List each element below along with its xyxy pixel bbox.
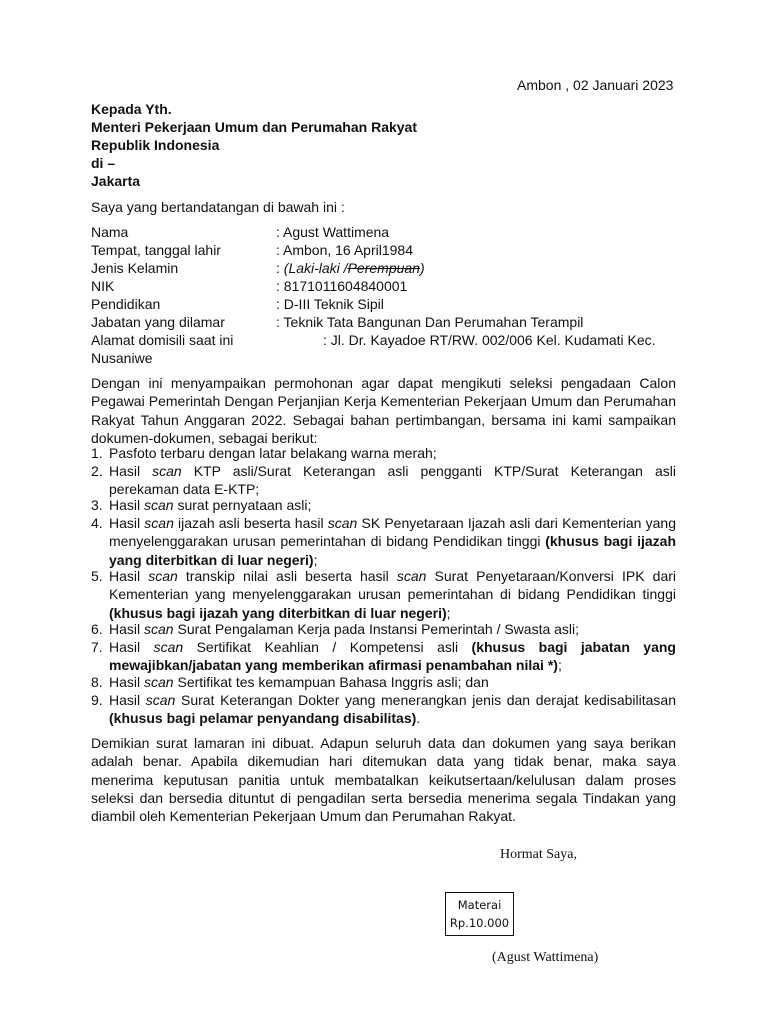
field-value-ttl: : Ambon, 16 April1984 (276, 242, 413, 258)
list-number: 5. (91, 568, 103, 584)
field-label-gender: Jenis Kelamin (91, 260, 179, 276)
field-label-nama: Nama (91, 224, 129, 240)
recipient-line-1: Kepada Yth. (91, 101, 172, 117)
list-number: 9. (91, 692, 103, 708)
field-label-jabatan: Jabatan yang dilamar (91, 314, 225, 330)
field-label-alamat: Alamat domisili saat ini (91, 332, 234, 348)
field-label-ttl: Tempat, tanggal lahir (91, 242, 221, 258)
field-value-alamat: : Jl. Dr. Kayadoe RT/RW. 002/006 Kel. Kudamati Kec. (323, 332, 656, 348)
gender-option-female-struck: Perempuan (347, 260, 420, 276)
intro-text: Saya yang bertandatangan di bawah ini : (91, 199, 345, 215)
list-item: Hasil scan transkip nilai asli beserta hasil scan Surat Penyetaraan/Konversi IPK dari Kementerian yang menyelenggarakan urusan pemerintahan di bidang Pendidikan tinggi (khusus bagi ijazah yang diterbitkan di luar negeri); (109, 568, 676, 621)
list-number: 1. (91, 445, 103, 461)
gender-colon: : (276, 260, 284, 276)
recipient-line-2: Menteri Pekerjaan Umum dan Perumahan Rakyat (91, 119, 418, 135)
field-value-pendidikan: : D-III Teknik Sipil (276, 296, 384, 312)
list-item: Hasil scan ijazah asli beserta hasil scan SK Penyetaraan Ijazah asli dari Kementerian yang menyelenggarakan urusan pemerintahan di bidang Pendidikan tinggi (khusus bagi ijazah yang diterbitkan di luar negeri); (109, 515, 676, 568)
list-item: Hasil scan Surat Pengalaman Kerja pada Instansi Pemerintah / Swasta asli; (109, 621, 580, 637)
paragraph-closing: Demikian surat lamaran ini dibuat. Adapun seluruh data dan dokumen yang saya berikan adalah benar. Apabila dikemudian hari ditemukan data yang tidak benar, maka saya menerima keputusan panitia untuk membatalkan keikutsertaan/kelulusan dalam proses seleksi dan bersedia dituntut di pengadilan serta bersedia menerima segala Tindakan yang diambil oleh Kementerian Pekerjaan Umum dan Perumahan Rakyat. (91, 735, 676, 825)
signature-name: (Agust Wattimena) (492, 950, 599, 965)
field-label-nik: NIK (91, 278, 115, 294)
field-label-pendidikan: Pendidikan (91, 296, 161, 312)
paragraph-intro: Dengan ini menyampaikan permohonan agar dapat mengikuti seleksi pengadaan Calon Pegawai Pemerintah Dengan Perjanjian Kerja Kementerian Pekerjaan Umum dan Perumahan Rakyat Tahun Anggaran 2022. Sebagai bahan pertimbangan, bersama ini kami sampaikan dokumen-dokumen, sebagai berikut: (91, 375, 676, 446)
place-date: Ambon , 02 Januari 2023 (517, 77, 674, 93)
list-number: 4. (91, 515, 103, 531)
list-item: Hasil scan Sertifikat tes kemampuan Bahasa Inggris asli; dan (109, 674, 489, 690)
list-item: Hasil scan Sertifikat Keahlian / Kompetensi asli (khusus bagi jabatan yang mewajibkan/jabatan yang memberikan afirmasi penambahan nilai *); (109, 639, 676, 674)
stamp-amount: Rp.10.000 (449, 916, 510, 930)
closing-greeting: Hormat Saya, (500, 847, 577, 862)
list-number: 2. (91, 463, 103, 479)
field-value-nik: : 8171011604840001 (276, 278, 408, 294)
materai-stamp-box (445, 892, 514, 936)
recipient-line-3: Republik Indonesia (91, 137, 220, 153)
recipient-line-5: Jakarta (91, 173, 141, 189)
field-value-alamat-cont: Nusaniwe (91, 350, 153, 366)
stamp-label: Materai (457, 898, 502, 912)
list-item: Pasfoto terbaru dengan latar belakang warna merah; (109, 445, 437, 461)
field-value-jabatan: : Teknik Tata Bangunan Dan Perumahan Terampil (276, 314, 584, 330)
list-number: 8. (91, 674, 103, 690)
list-number: 6. (91, 621, 103, 637)
field-value-nama: : Agust Wattimena (276, 224, 390, 240)
gender-option-male: (Laki-laki / (283, 260, 348, 276)
list-item: Hasil scan KTP asli/Surat Keterangan asli pengganti KTP/Surat Keterangan asli perekaman data E-KTP; (109, 463, 676, 498)
list-number: 7. (91, 639, 103, 655)
field-value-gender (276, 259, 425, 277)
list-number: 3. (91, 497, 103, 513)
list-item: Hasil scan surat pernyataan asli; (109, 497, 312, 513)
recipient-line-4: di – (91, 155, 116, 171)
list-item: Hasil scan Surat Keterangan Dokter yang menerangkan jenis dan derajat kedisabilitasan (khusus bagi pelamar penyandang disabilitas). (109, 692, 676, 727)
gender-close-paren: ) (419, 260, 425, 276)
